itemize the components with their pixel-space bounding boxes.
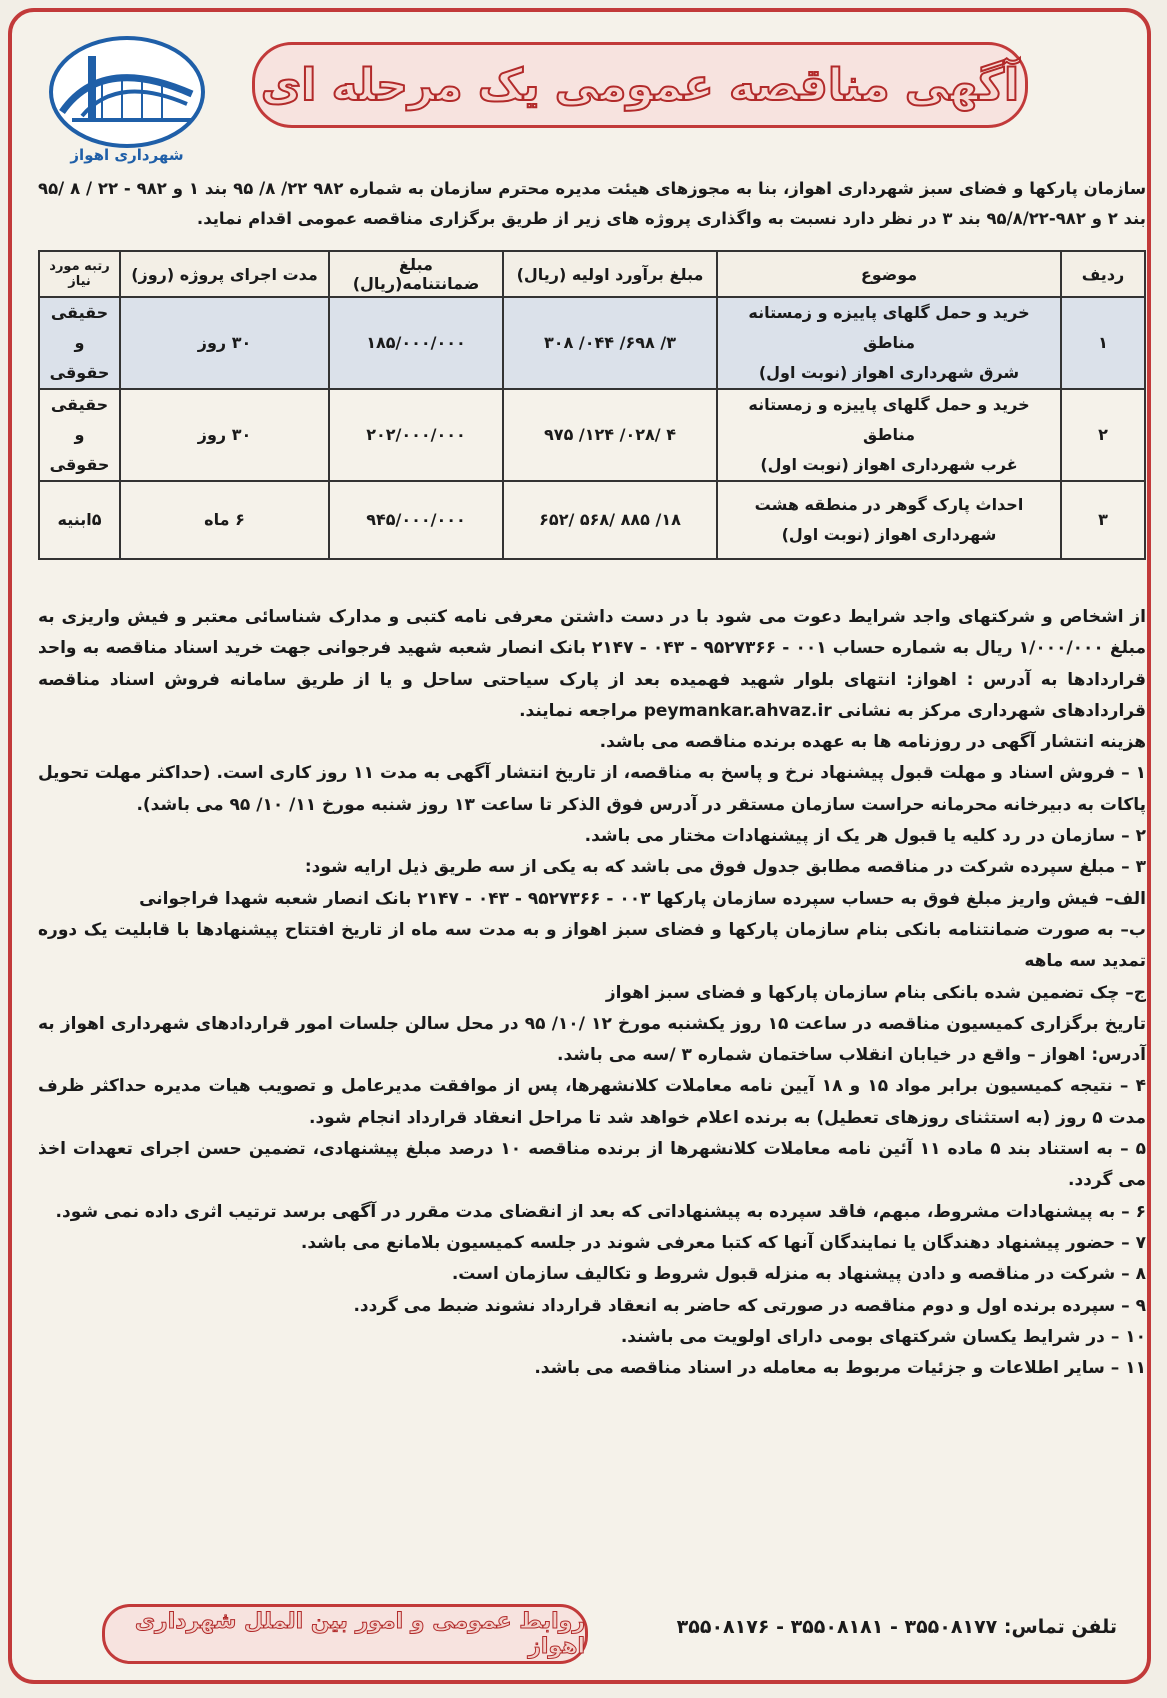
condition-paragraph: الف– فیش واریز مبلغ فوق به حساب سپرده سازمان پارکها ۰۰۳ - ۹۵۲۷۳۶۶ - ۰۴۳ - ۲۱۴۷ بانک انصار شعبه شهدا فراجوانی — [139, 888, 1146, 909]
cell-duration: ۶ ماه — [120, 481, 329, 559]
cell-guarantee: ۹۴۵/۰۰۰/۰۰۰ — [329, 481, 503, 559]
condition-paragraph: ج– چک تضمین شده بانکی بنام سازمان پارکها و فضای سبز اهواز — [605, 982, 1146, 1003]
intro-paragraph: سازمان پارکها و فضای سبز شهرداری اهواز، بنا به مجوزهای هیئت مدیره محترم سازمان به شماره ۹۸۲ ۲۲/ ۸/ ۹۵ بند ۱ و ۹۸۲ - ۲۲ / ۸ /۹۵ بند ۲ و ۹۸۲-۹۵/۸/۲۲ بند ۳ در نظر دارد نسبت به واگذاری پروژه های زیر از طریق برگزاری مناقصه عمومی اقدام نماید. — [38, 179, 1147, 228]
table-row — [39, 389, 1145, 481]
cell-duration: ۳۰ روز — [120, 297, 329, 389]
cell-estimate: ۴ /۰۲۸/ ۱۲۴/ ۹۷۵ — [503, 389, 717, 481]
condition-paragraph: ۱۱ – سایر اطلاعات و جزئیات مربوط به معامله در اسناد مناقصه می باشد. — [534, 1358, 1146, 1379]
cell-row-number: ۳ — [1061, 481, 1145, 559]
cell-grade — [39, 389, 120, 481]
conditions-text — [38, 602, 1146, 1384]
advertisement-frame — [8, 8, 1151, 1684]
contact-phone — [677, 1616, 1117, 1638]
subject-line: خرید و حمل گلهای پاییزه و زمستانه مناطق — [748, 395, 1030, 444]
subject-line: شهرداری اهواز (نوبت اول) — [781, 525, 997, 544]
condition-paragraph: تاریخ برگزاری کمیسیون مناقصه در ساعت ۱۵ روز یکشنبه مورخ ۱۲ /۱۰/ ۹۵ در محل سالن جلسات امور قراردادهای شهرداری اهواز به آدرس: اهواز – واقع در خیابان انقلاب ساختمان شماره ۳ /سه می باشد. — [38, 1013, 1146, 1066]
cell-subject — [717, 297, 1061, 389]
cell-grade — [39, 481, 120, 559]
condition-paragraph: ۱۰ – در شرایط یکسان شرکتهای بومی دارای اولویت می باشند. — [620, 1326, 1146, 1347]
page-title: آگهی مناقصه عمومی یک مرحله ای — [260, 59, 1020, 111]
grade-line: ۵ابنیه — [57, 510, 102, 529]
header-guarantee: مبلغ ضمانتنامه(ریال) — [329, 251, 503, 297]
cell-subject — [717, 481, 1061, 559]
invitation-paragraph: از اشخاص و شرکتهای واجد شرایط دعوت می شود با در دست داشتن معرفی نامه کتبی و مدارک شناسائی معتبر و فیش واریزی به مبلغ ۱/۰۰۰/۰۰۰ ریال به شماره حساب ۰۰۱ - ۹۵۲۷۳۶۶ - ۰۴۳ - ۲۱۴۷ بانک انصار شعبه شهید فرجوانی جهت خرید اسناد مناقصه به واحد قراردادها به آدرس : اهواز: انتهای بلوار شهید فهمیده بعد از پارک سیاحتی ساحل و یا از طریق سامانه فروش اسناد مناقصه قراردادهای شهرداری مرکز به نشانی peymankar.ahvaz.ir مراجعه نمایند. — [38, 607, 1146, 721]
cell-grade — [39, 297, 120, 389]
header-grade: رتبه مورد نیاز — [39, 251, 120, 297]
header-subject: موضوع — [717, 251, 1061, 297]
cell-guarantee: ۲۰۲/۰۰۰/۰۰۰ — [329, 389, 503, 481]
footer-banner — [102, 1604, 588, 1664]
logo-caption: شهرداری اهواز — [70, 146, 184, 164]
table-header-row — [39, 251, 1145, 297]
condition-paragraph: ۳ – مبلغ سپرده شرکت در مناقصه مطابق جدول فوق می باشد که به یکی از سه طریق ذیل ارایه شود: — [304, 857, 1146, 878]
header-row-number: ردیف — [1061, 251, 1145, 297]
condition-paragraph: ۲ – سازمان در رد کلیه یا قبول هر یک از پیشنهادات مختار می باشد. — [584, 826, 1146, 847]
grade-line: حقوقی — [49, 363, 110, 382]
condition-paragraph: هزینه انتشار آگهی در روزنامه ها به عهده برنده مناقصه می باشد. — [599, 732, 1146, 753]
condition-paragraph: ۵ – به استناد بند ۵ ماده ۱۱ آئین نامه معاملات کلانشهرها از برنده مناقصه ۱۰ درصد مبلغ پیشنهادی، تضمین حسن اجرای تعهدات اخذ می گردد. — [38, 1139, 1146, 1191]
subject-line: احداث پارک گوهر در منطقه هشت — [754, 495, 1024, 514]
cell-guarantee: ۱۸۵/۰۰۰/۰۰۰ — [329, 297, 503, 389]
cell-subject — [717, 389, 1061, 481]
grade-line: حقیقی و — [50, 303, 109, 352]
condition-paragraph: ۱ – فروش اسناد و مهلت قبول پیشنهاد نرخ و پاسخ به مناقصه، از تاریخ انتشار آگهی به مدت ۱۱ روز کاری است. (حداکثر مهلت تحویل پاکات به دبیرخانه محرمانه حراست سازمان مستقر در آدرس فوق الذکر تا ساعت ۱۳ روز شنبه مورخ ۱۱/ ۱۰/ ۹۵ می باشد). — [38, 763, 1147, 815]
table-row — [39, 297, 1145, 389]
tender-table — [38, 250, 1146, 560]
condition-paragraph: ۷ – حضور پیشنهاد دهندگان یا نمایندگان آنها که کتبا معرفی شوند در جلسه کمیسیون بلامانع می باشد. — [300, 1232, 1146, 1253]
contact-label: تلفن تماس: — [1003, 1616, 1117, 1638]
condition-paragraph: ۹ – سپرده برنده اول و دوم مناقصه در صورتی که حاضر به انعقاد قرارداد نشوند ضبط می گردد. — [353, 1295, 1146, 1316]
subject-line: خرید و حمل گلهای پاییزه و زمستانه مناطق — [748, 303, 1030, 352]
condition-paragraph: ۴ – نتیجه کمیسیون برابر مواد ۱۵ و ۱۸ آیین نامه معاملات کلانشهرها، پس از موافقت مدیرعامل و تصویب هیات مدیره حداکثر ظرف مدت ۵ روز (به استثنای روزهای تعطیل) به برنده اعلام خواهد شد تا مراحل انعقاد قرارداد انجام شود. — [38, 1076, 1146, 1128]
cell-row-number: ۱ — [1061, 297, 1145, 389]
header-duration: مدت اجرای پروژه (روز) — [120, 251, 329, 297]
table-row — [39, 481, 1145, 559]
cell-estimate: ۱۸/ ۸۸۵ /۵۶۸ /۶۵۲ — [503, 481, 717, 559]
footer-text: روابط عمومی و امور بین الملل شهرداری اهواز — [134, 1609, 585, 1659]
cell-duration: ۳۰ روز — [120, 389, 329, 481]
subject-line: شرق شهرداری اهواز (نوبت اول) — [758, 363, 1020, 382]
grade-line: حقوقی — [49, 455, 110, 474]
header-estimate: مبلغ برآورد اولیه (ریال) — [503, 251, 717, 297]
grade-line: حقیقی و — [50, 395, 109, 444]
contact-numbers: ۳۵۵۰۸۱۷۷ - ۳۵۵۰۸۱۸۱ - ۳۵۵۰۸۱۷۶ — [676, 1616, 998, 1638]
subject-line: غرب شهرداری اهواز (نوبت اول) — [760, 455, 1018, 474]
condition-paragraph: ب– به صورت ضمانتنامه بانکی بنام سازمان پارکها و فضای سبز اهواز و به مدت سه ماه از تاریخ افتتاح پیشنهادها با قابلیت یک دوره تمدید سه ماهه — [38, 919, 1146, 972]
cell-estimate: ۳/ ۶۹۸/ ۰۴۴/ ۳۰۸ — [503, 297, 717, 389]
condition-paragraph: ۸ – شرکت در مناقصه و دادن پیشنهاد به منزله قبول شروط و تکالیف سازمان است. — [451, 1264, 1146, 1285]
condition-paragraph: ۶ – به پیشنهادات مشروط، مبهم، فاقد سپرده به پیشنهاداتی که بعد از انقضای مدت مقرر در آگهی برسد ترتیب اثری داده نمی شود. — [55, 1201, 1146, 1222]
cell-row-number: ۲ — [1061, 389, 1145, 481]
title-banner — [252, 42, 1028, 128]
